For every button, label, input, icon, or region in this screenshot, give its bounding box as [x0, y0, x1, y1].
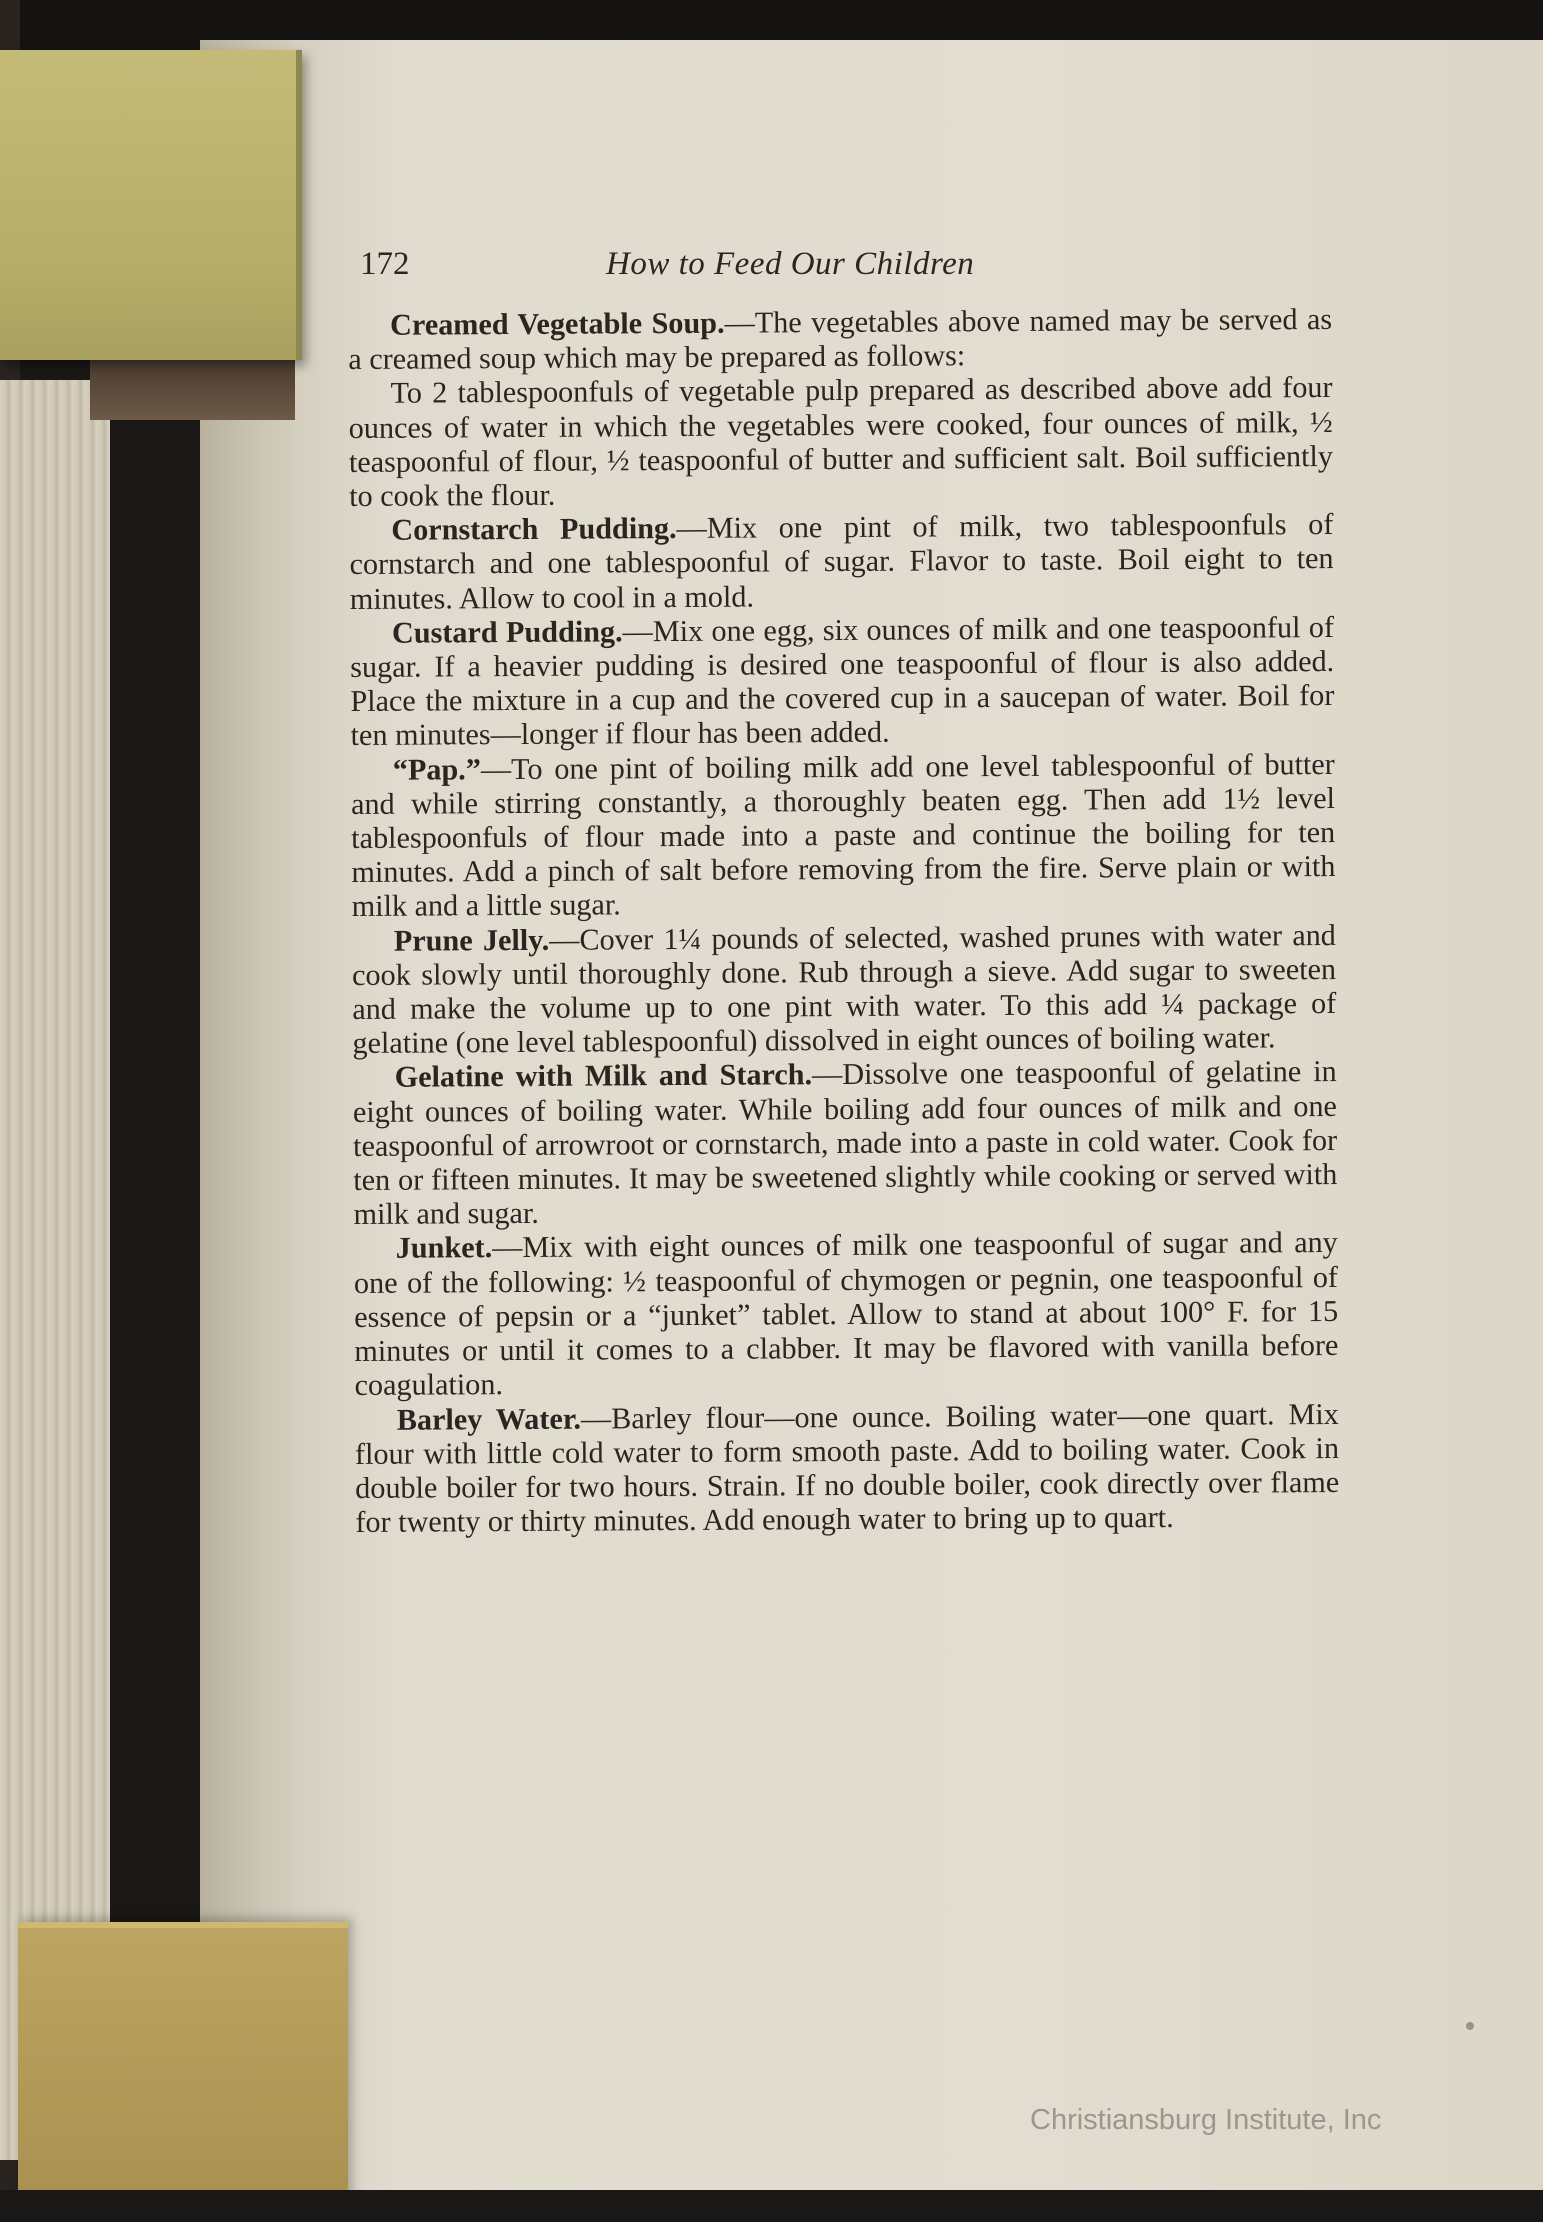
recipe-heading: Cornstarch Pudding. [391, 511, 677, 547]
recipe-heading: Junket. [395, 1230, 493, 1266]
recipe-body: —Cover 1¼ pounds of selected, washed prunes with water and cook slowly until thoroughly done. Rub through a sieve. Add sugar to sweeten and make the volume up to one pint with water. To this add ¼ package of gelatine (one level tablespoonful) dissolved in eight ounces of boiling water. [351, 917, 1337, 1061]
recipe-paragraph [348, 302, 1332, 376]
recipe-text-block [348, 302, 1340, 1539]
recipe-body: —To one pint of boiling milk add one level tablespoonful of butter and while stirring constantly, a thoroughly beaten egg. Then add 1½ level tablespoonfuls of flour made into a paste and continue the boiling for ten minutes. Add a pinch of salt before removing from the fire. Serve plain or with milk and a little sugar. [350, 746, 1336, 924]
tab-shadow [90, 360, 295, 420]
recipe-heading: Gelatine with Milk and Starch. [394, 1057, 813, 1095]
recipe-heading: Custard Pudding. [391, 614, 623, 650]
recipe-heading: Creamed Vegetable Soup. [389, 305, 725, 342]
recipe-body: —Barley flour—one ounce. Boiling water—one quart. Mix flour with little cold water to form smooth paste. Add to boiling water. Cook in double boiler for two hours. Strain. If no double boiler, cook directly over flame for twenty or thirty minutes. Add enough water to bring up to quart. [354, 1396, 1340, 1540]
running-head: How to Feed Our Children [606, 246, 975, 282]
background-bottom [0, 2190, 1543, 2222]
recipe-paragraph [349, 507, 1334, 616]
recipe-body: —Mix one pint of milk, two tablespoonfuls of cornstarch and one tablespoonful of sugar. Flavor to taste. Boil eight to ten minutes. Allow to cool in a mold. [349, 507, 1334, 616]
paper-speck [1466, 2022, 1474, 2030]
stacked-page-edges [0, 380, 110, 2160]
recipe-paragraph [354, 1225, 1339, 1402]
recipe-body: To 2 tablespoonfuls of vegetable pulp prepared as described above add four ounces of water in which the vegetables were cooked, four ounces of milk, ½ teaspoonful of flour, ½ teaspoonful of butter and sufficient salt. Boil sufficiently to cook the flour. [348, 370, 1334, 514]
watermark: Christiansburg Institute, Inc [1030, 2104, 1382, 2136]
recipe-paragraph [353, 1054, 1338, 1231]
recipe-paragraph [348, 370, 1333, 513]
recipe-body: —Mix with eight ounces of milk one teaspoonful of sugar and any one of the following: ½ teaspoonful of chymogen or pegnin, one teaspoonful of essence of pepsin or a “junket” tablet. Allow to stand at about 100° F. for 15 minutes or until it comes to a clabber. It may be flavored with vanilla before coagulation. [353, 1225, 1339, 1403]
recipe-heading: “Pap.” [392, 751, 481, 787]
recipe-paragraph [351, 747, 1336, 924]
recipe-body: —Dissolve one teaspoonful of gelatine in eight ounces of boiling water. While boiling add four ounces of milk and one teaspoonful of arrowroot or cornstarch, made into a paste in cold water. Cook for ten or fifteen minutes. It may be sweetened slightly while cooking or served with milk and sugar. [352, 1054, 1338, 1232]
bookmark-tab-bottom [18, 1922, 348, 2222]
recipe-paragraph [350, 610, 1335, 753]
recipe-body: —The vegetables above named may be served as a creamed soup which may be prepared as follows: [348, 301, 1333, 377]
recipe-heading: Prune Jelly. [393, 922, 550, 958]
recipe-paragraph [355, 1396, 1340, 1539]
recipe-body: —Mix one egg, six ounces of milk and one teaspoonful of sugar. If a heavier pudding is desired one teaspoonful of flour is also added. Place the mixture in a cup and the covered cup in a saucepan of water. Boil for ten minutes—longer if flour has been added. [350, 609, 1335, 753]
recipe-heading: Barley Water. [396, 1401, 582, 1437]
page-number: 172 [360, 246, 410, 282]
bookmark-tab-top [0, 50, 302, 360]
recipe-paragraph [352, 918, 1337, 1061]
page-header [360, 246, 1330, 296]
